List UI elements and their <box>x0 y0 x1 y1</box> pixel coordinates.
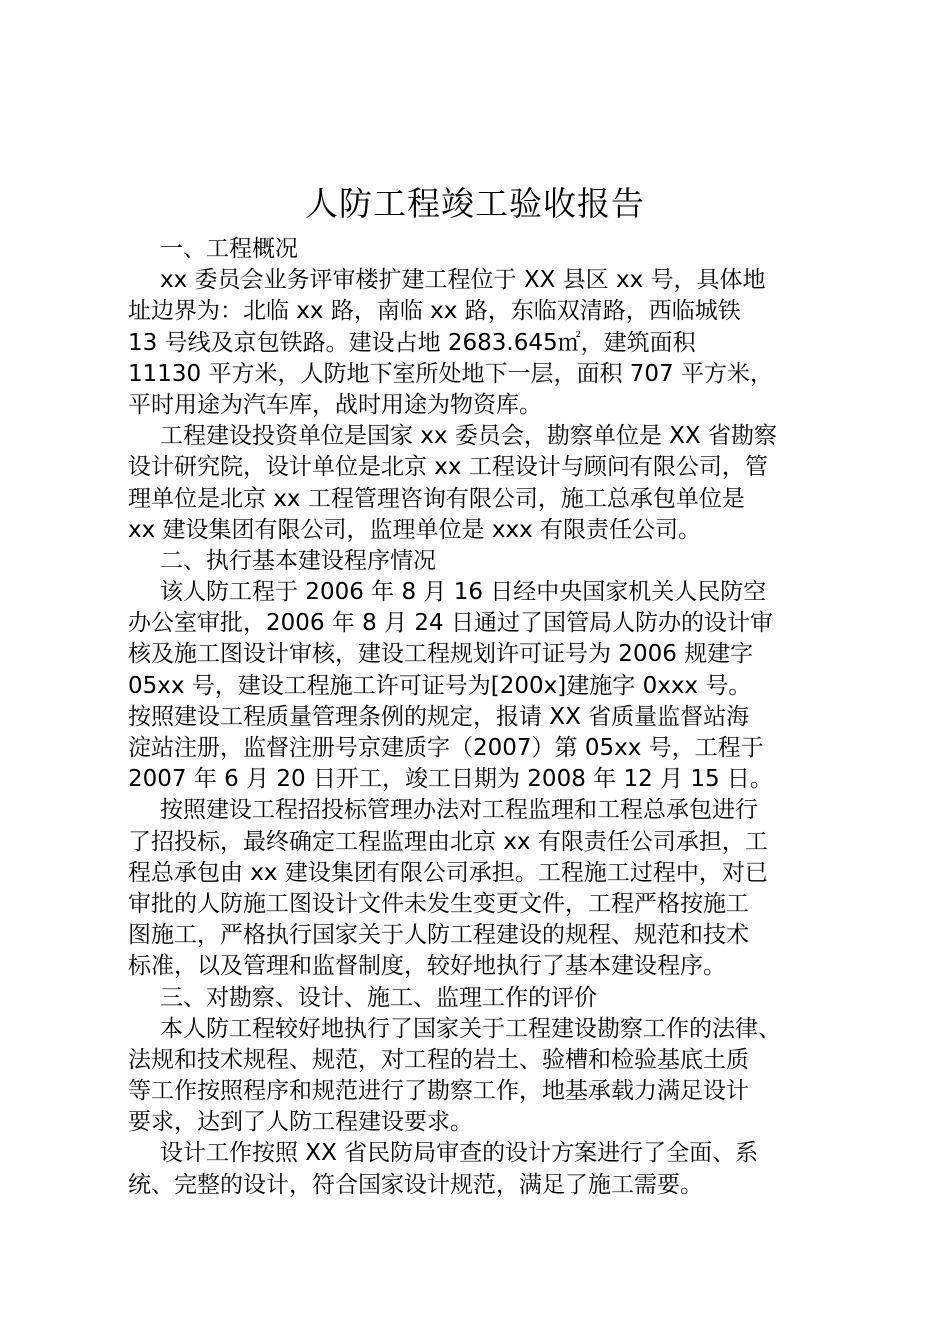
text-line: 13 号线及京包铁路。建设占地 2683.645㎡，建筑面积 <box>128 329 696 356</box>
text-line: 工程建设投资单位是国家 xx 委员会，勘察单位是 XX 省勘察 <box>160 423 777 450</box>
text-line: 统、完整的设计，符合国家设计规范，满足了施工需要。 <box>128 1171 703 1198</box>
text-line: 等工作按照程序和规范进行了勘察工作，地基承载力满足设计 <box>128 1078 749 1105</box>
text-line: 了招投标，最终确定工程监理由北京 xx 有限责任公司承担，工 <box>128 828 768 855</box>
text-line: 11130 平方米，人防地下室所处地下一层，面积 707 平方米， <box>128 360 773 387</box>
section-heading: 二、执行基本建设程序情况 <box>160 547 436 574</box>
text-line: 设计工作按照 XX 省民防局审查的设计方案进行了全面、系 <box>160 1140 759 1167</box>
text-line: 该人防工程于 2006 年 8 月 16 日经中央国家机关人民防空 <box>160 579 767 606</box>
text-line: 按照建设工程招投标管理办法对工程监理和工程总承包进行 <box>160 797 758 824</box>
text-line: 标准，以及管理和监督制度，较好地执行了基本建设程序。 <box>128 953 726 980</box>
text-line: 法规和技术规程、规范，对工程的岩土、验槽和检验基底土质 <box>128 1046 749 1073</box>
text-line: 核及施工图设计审核，建设工程规划许可证号为 2006 规建字 <box>128 641 754 668</box>
text-line: 本人防工程较好地执行了国家关于工程建设勘察工作的法律、 <box>160 1015 781 1042</box>
section-heading: 一、工程概况 <box>160 236 298 262</box>
document-body <box>128 234 840 1201</box>
document-title: 人防工程竣工验收报告 <box>305 184 645 223</box>
text-line: 图施工，严格执行国家关于人防工程建设的规程、规范和技术 <box>128 922 749 949</box>
text-line: xx 委员会业务评审楼扩建工程位于 XX 县区 xx 号，具体地 <box>160 267 766 294</box>
text-line: 设计研究院，设计单位是北京 xx 工程设计与顾问有限公司，管 <box>128 454 768 481</box>
text-line: 按照建设工程质量管理条例的规定，报请 XX 省质量监督站海 <box>128 703 750 730</box>
text-line: 要求，达到了人防工程建设要求。 <box>128 1109 473 1136</box>
text-line: 淀站注册，监督注册号京建质字（2007）第 05xx 号，工程于 <box>128 735 764 761</box>
text-line: 审批的人防施工图设计文件未发生变更文件，工程严格按施工 <box>128 890 749 917</box>
text-line: 05xx 号，建设工程施工许可证号为[200x]建施字 0xxx 号。 <box>128 672 752 699</box>
text-line: 平时用途为汽车库，战时用途为物资库。 <box>128 391 542 418</box>
text-line: xx 建设集团有限公司，监理单位是 xxx 有限责任公司。 <box>128 516 701 543</box>
text-line: 址边界为：北临 xx 路，南临 xx 路，东临双清路，西临城铁 <box>128 298 741 325</box>
text-line: 办公室审批，2006 年 8 月 24 日通过了国管局人防办的设计审 <box>128 610 773 637</box>
text-line: 2007 年 6 月 20 日开工，竣工日期为 2008 年 12 月 15 日。 <box>128 766 773 793</box>
text-line: 程总承包由 xx 建设集团有限公司承担。工程施工过程中，对已 <box>128 859 768 886</box>
text-line: 理单位是北京 xx 工程管理咨询有限公司，施工总承包单位是 <box>128 485 745 512</box>
section-heading: 三、对勘察、设计、施工、监理工作的评价 <box>160 984 597 1011</box>
